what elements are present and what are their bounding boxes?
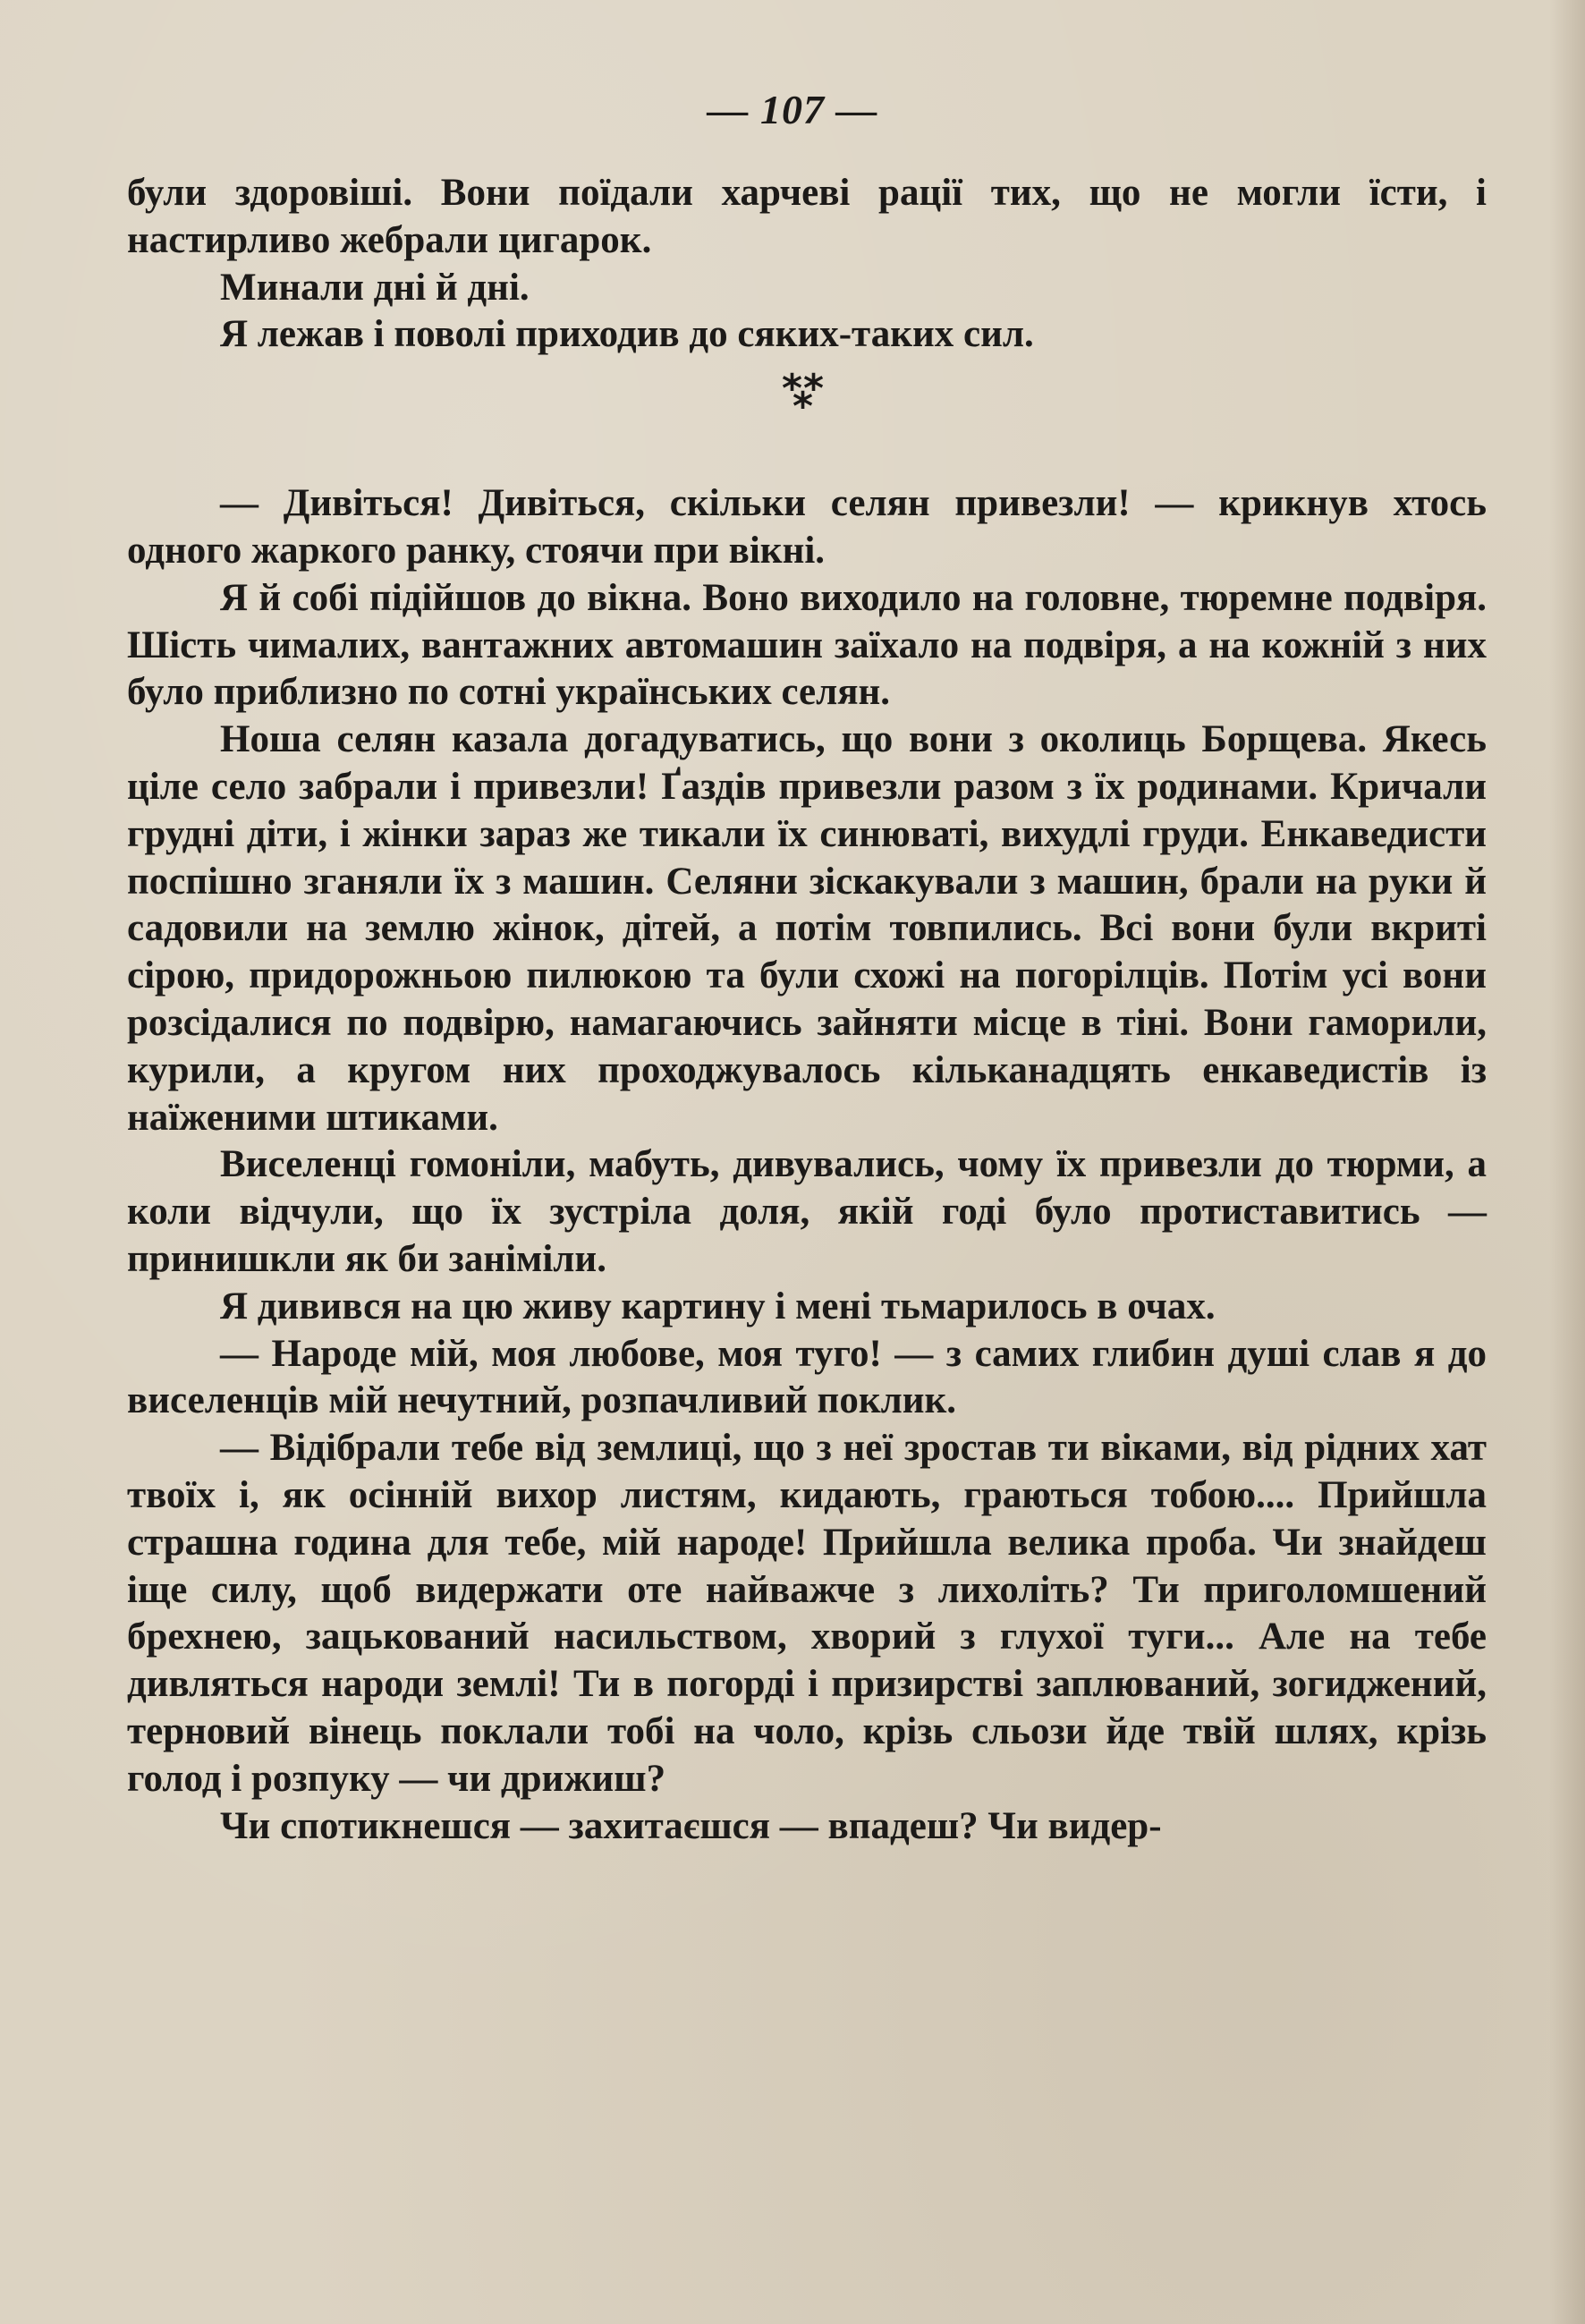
paragraph: Я дивився на цю живу картину і мені тьмарилось в очах.	[220, 1285, 1216, 1327]
asterisk-glyph: *	[792, 384, 814, 430]
asterisk-glyph: *	[803, 366, 825, 412]
paragraph: Я й собі підійшов до вікна. Воно виходило на головне, тюремне подвіря. Шість чималих, вантажних автомашин заїхало на подвіря, а на кожній з них було приблизно по сотні українських селян.	[127, 576, 1487, 714]
paragraph: — Відібрали тебе від землиці, що з неї зростав ти віками, від рідних хат твоїх і, як осінній вихор листям, кидають, граються тобою.... Прийшла страшна година для тебе, мій народе! Прийшла велика проба. Чи знайдеш іще силу, щоб видержати оте найважче з лихоліть? Ти приголомшений брехнею, зацькований насильством, хворий з глухої туги... Але на тебе дивляться народи землі! Ти в погорді і призирстві заплюваний, зогиджений, терновий вінець поклали тобі на чоло, крізь сльози йде твій шлях, крізь голод і розпуку — чи дрижиш?	[127, 1427, 1487, 1800]
paragraph: Чи спотикнешся — захитаєшся — впадеш? Чи видер-	[220, 1804, 1162, 1847]
paragraph: були здоровіші. Вони поїдали харчеві раціï тих, що не могли їсти, і настирливо жебрали цигарок.	[127, 172, 1487, 261]
paragraph: — Дивіться! Дивіться, скільки селян привезли! — крикнув хтось одного жаркого ранку, стоячи при вікні.	[127, 482, 1487, 572]
page-number: — 107 —	[707, 87, 878, 132]
paragraph: Виселенці гомоніли, мабуть, дивувались, чому їх привезли до тюрми, а коли відчули, що їх зустріла доля, якій годі було протиставитись — принишкли як би заніміли.	[127, 1143, 1487, 1280]
page-edge-shadow	[1549, 0, 1585, 2324]
body-text	[127, 170, 1487, 1850]
paragraph: — Народе мій, моя любове, моя туго! — з самих глибин душі слав я до виселенців мій нечутний, розпачливий поклик.	[127, 1332, 1487, 1422]
section-break-asterism	[127, 359, 1487, 480]
asterisk-glyph: *	[782, 366, 803, 412]
paragraph: Ноша селян казала догадуватись, що вони з околиць Борщева. Якесь ціле село забрали і привезли! Ґаздів привезли разом з їх родинами. Кричали грудні діти, і жінки зараз же тикали їх синюваті, вихудлі груди. Енкаведисти поспішно зганяли їх з машин. Селяни зіскакували з машин, брали на руки й садовили на землю жінок, дітей, а потім товпились. Всі вони були вкриті сірою, придорожньою пилюкою та були схожі на погорілців. Потім усі вони розсідалися по подвірю, намагаючись зайняти місце в тіні. Вони гаморили, курили, а кругом них проходжувалось кільканадцять енкаведистів із наїженими штиками.	[127, 718, 1487, 1139]
paragraph: Минали дні й дні.	[220, 266, 530, 309]
paragraph: Я лежав і поволі приходив до сяких-таких сил.	[220, 313, 1034, 356]
asterism-icon	[780, 366, 834, 430]
